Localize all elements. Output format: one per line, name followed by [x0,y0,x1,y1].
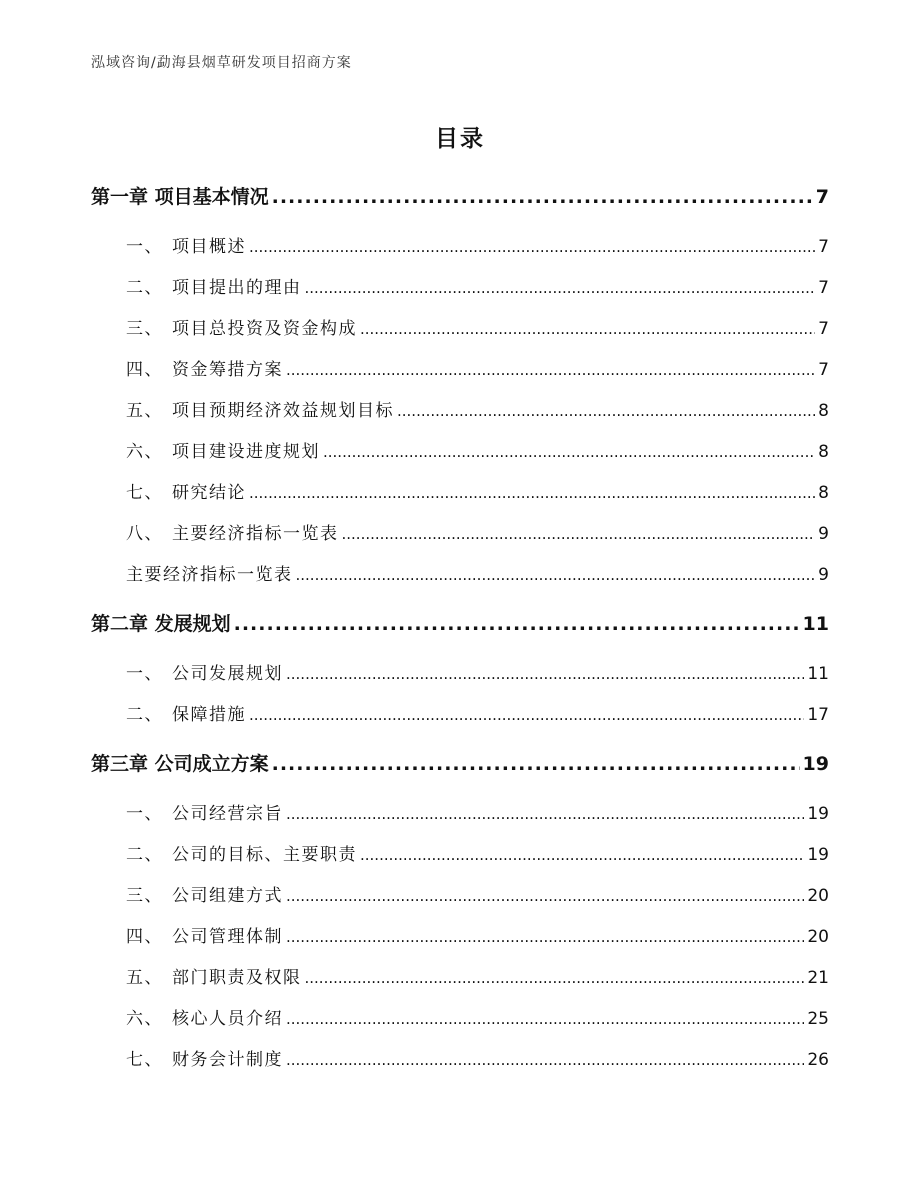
toc-entry[interactable] [91,794,829,835]
dot-leader [323,432,815,473]
page-number: 7 [818,360,829,380]
dot-leader [272,742,800,786]
chapter-title: 第一章 项目基本情况 [91,186,269,208]
page-number: 8 [818,401,829,421]
section-number: 一、 [126,804,163,824]
chapter-title: 第二章 发展规划 [91,613,231,635]
toc-entry[interactable] [91,1040,829,1081]
dot-leader [272,175,813,219]
page-number: 21 [807,968,829,988]
page-number: 8 [818,483,829,503]
page-number: 20 [807,886,829,906]
page-number: 7 [818,319,829,339]
dot-leader [286,350,815,391]
dot-leader [286,876,804,917]
toc-entry[interactable] [91,350,829,391]
toc-chapter-1[interactable] [91,175,829,219]
dot-leader [286,917,804,958]
section-number: 七、 [126,1050,163,1070]
page-number: 9 [818,565,829,585]
section-number: 三、 [126,319,163,339]
toc-entry[interactable] [91,309,829,350]
toc-entry[interactable] [91,835,829,876]
section-title: 核心人员介绍 [172,1009,283,1029]
section-number: 四、 [126,360,163,380]
section-number: 七、 [126,483,163,503]
section-title: 项目总投资及资金构成 [172,319,357,339]
section-title: 公司的目标、主要职责 [172,845,357,865]
dot-leader [249,227,815,268]
toc-entry[interactable] [91,514,829,555]
section-title: 项目预期经济效益规划目标 [172,401,394,421]
section-title: 研究结论 [172,483,246,503]
page-number: 17 [807,705,829,725]
dot-leader [286,1040,804,1081]
dot-leader [397,391,815,432]
page-header: 泓域咨询/勐海县烟草研发项目招商方案 [91,55,352,71]
toc-entry[interactable] [91,695,829,736]
section-number: 二、 [126,705,163,725]
dot-leader [305,268,816,309]
section-title: 部门职责及权限 [172,968,302,988]
section-number: 六、 [126,1009,163,1029]
section-title: 公司发展规划 [172,664,283,684]
section-number: 五、 [126,968,163,988]
toc-entry[interactable] [91,654,829,695]
dot-leader [286,999,804,1040]
section-title: 资金筹措方案 [172,360,283,380]
toc-entry-table[interactable] [91,555,829,596]
dot-leader [286,654,804,695]
section-number: 八、 [126,524,163,544]
section-number: 六、 [126,442,163,462]
section-number: 四、 [126,927,163,947]
toc-chapter-3[interactable] [91,742,829,786]
section-title: 财务会计制度 [172,1050,283,1070]
section-title: 主要经济指标一览表 [172,524,339,544]
section-number: 一、 [126,664,163,684]
page-number: 26 [807,1050,829,1070]
toc-entry[interactable] [91,268,829,309]
page-number: 19 [807,804,829,824]
section-number: 一、 [126,237,163,257]
dot-leader [360,309,815,350]
toc-entry[interactable] [91,391,829,432]
page-number: 19 [807,845,829,865]
toc-title: 目录 [435,126,485,152]
page-number: 8 [818,442,829,462]
toc-entry[interactable] [91,876,829,917]
dot-leader [296,555,816,596]
section-title: 主要经济指标一览表 [126,565,293,585]
dot-leader [249,695,804,736]
page-number: 7 [815,186,829,208]
dot-leader [342,514,816,555]
page-number: 11 [802,613,829,635]
section-title: 项目概述 [172,237,246,257]
toc-entry[interactable] [91,473,829,514]
page-number: 20 [807,927,829,947]
section-title: 公司经营宗旨 [172,804,283,824]
page-number: 19 [802,753,829,775]
toc-entry[interactable] [91,917,829,958]
section-number: 五、 [126,401,163,421]
dot-leader [360,835,804,876]
section-title: 公司组建方式 [172,886,283,906]
section-title: 保障措施 [172,705,246,725]
dot-leader [249,473,815,514]
section-title: 项目提出的理由 [172,278,302,298]
section-number: 二、 [126,278,163,298]
page-number: 7 [818,237,829,257]
toc-chapter-2[interactable] [91,602,829,646]
page-number: 7 [818,278,829,298]
dot-leader [286,794,804,835]
dot-leader [234,602,800,646]
page-number: 25 [807,1009,829,1029]
section-title: 公司管理体制 [172,927,283,947]
section-title: 项目建设进度规划 [172,442,320,462]
table-of-contents [91,175,829,1081]
toc-entry[interactable] [91,432,829,473]
chapter-title: 第三章 公司成立方案 [91,753,269,775]
dot-leader [305,958,805,999]
page-number: 9 [818,524,829,544]
section-number: 三、 [126,886,163,906]
toc-entry[interactable] [91,958,829,999]
toc-entry[interactable] [91,227,829,268]
toc-entry[interactable] [91,999,829,1040]
page-number: 11 [807,664,829,684]
section-number: 二、 [126,845,163,865]
